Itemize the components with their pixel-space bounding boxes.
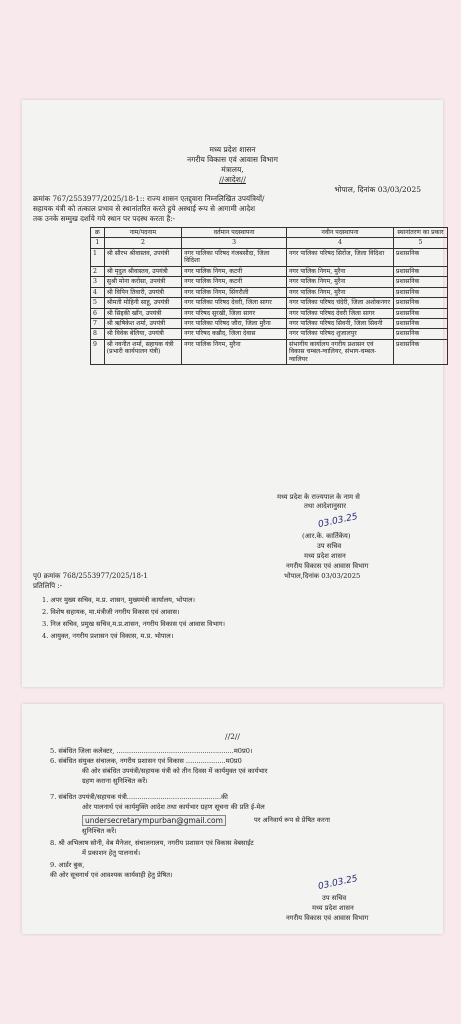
- cell-type: प्रशासनिक: [393, 298, 447, 308]
- copy-item-2: 2. विशेष सहायक, मा.मंत्रीजी नगरीय विकास एवं आवास।: [42, 608, 180, 616]
- col-number: 5: [393, 238, 447, 248]
- item-7-line-3: पर अनिवार्य रूप से प्रेषित करना: [254, 816, 331, 824]
- cell-no: 9: [91, 339, 105, 364]
- cell-name: श्री ऋषिकेश शर्मा, उपयंत्री: [104, 318, 181, 328]
- cell-name: श्री विपिन तिवारी, उपयंत्री: [104, 287, 181, 297]
- copy-to-label: प्रतिलिपि :-: [33, 582, 63, 590]
- col-header-name: नाम/पदनाम: [104, 228, 181, 238]
- col-header-type: स्थानांतरण का प्रकार: [393, 228, 447, 238]
- order-body-line-3: तक उनके सम्मुख दर्शाये गये स्थान पर पदस्थ करता है:-: [33, 214, 176, 223]
- cell-no: 1: [91, 248, 105, 266]
- cell-type: प्रशासनिक: [393, 266, 447, 276]
- table-row: [91, 298, 448, 308]
- closing-line: की ओर सूचनार्थ एवं आवश्यक कार्यवाही हेतु प्रेषित।: [50, 871, 173, 879]
- officer-signature: 03.03.25: [317, 511, 359, 531]
- cell-name: श्री सौरभ श्रीवास्तव, उपयंत्री: [104, 248, 181, 266]
- cell-new: नगर पालिका परिषद देवरी जिला सागर: [286, 308, 393, 318]
- cell-no: 7: [91, 318, 105, 328]
- ministry-heading: मंत्रालय,: [221, 165, 244, 174]
- cell-new: नगर पालिका परिषद चंदेरी, जिला अशोकनगर: [286, 298, 393, 308]
- table-row: [91, 287, 448, 297]
- state-heading: मध्य प्रदेश शासन: [209, 145, 256, 154]
- cell-current: नगर पालिक निगम, मुरैना: [182, 339, 287, 364]
- cell-new: संभागीय कार्यालय नगरीय प्रशासन एवं विकास चम्बल-ग्वालियर, संभाग-चम्बल-ग्वालियर: [286, 339, 393, 364]
- order-page-1: [22, 100, 443, 687]
- cell-current: नगर पालिका परिषद जौरा, जिला मुरैना: [182, 318, 287, 328]
- cell-type: प्रशासनिक: [393, 308, 447, 318]
- cell-new: नगर पालिक निगम, मुरैना: [286, 287, 393, 297]
- item-7-line-1: 7. संबंधित उपयंत्री/सहायक यंत्री.............................................की: [50, 793, 228, 801]
- order-body-line-2: सहायक यंत्री को तत्काल प्रभाव से स्थानांतरित करते हुये अस्थाई रूप से आगामी आदेश: [33, 204, 256, 213]
- email-address: undersecretarympurban@gmail.com: [82, 815, 226, 826]
- item-7-line-4: सुनिश्चित करें।: [82, 827, 117, 835]
- item-9: 9. आर्डर बुक,: [50, 861, 85, 869]
- department-heading: नगरीय विकास एवं आवास विभाग: [187, 155, 278, 164]
- table-row: [91, 248, 448, 266]
- cell-new: नगर पालिका परिषद शुजालपुर: [286, 329, 393, 339]
- col-header-current: वर्तमान पदस्थापना: [182, 228, 287, 238]
- cell-no: 2: [91, 266, 105, 276]
- col-header-new: नवीन पदस्थापना: [286, 228, 393, 238]
- col-number: 2: [104, 238, 181, 248]
- officer-title: उप सचिव: [322, 894, 347, 902]
- cell-current: नगर परिषद सुरखी, जिला सागर: [182, 308, 287, 318]
- table-row: [91, 277, 448, 287]
- table-row: [91, 318, 448, 328]
- item-5: 5. संबंधित जिला कलेक्टर, ........................................................म0प्र0।: [50, 747, 253, 755]
- item-8-line-2: में प्रकाशन हेतु पालनार्थ।: [82, 849, 141, 857]
- order-date: भोपाल, दिनांक 03/03/2025: [334, 185, 421, 194]
- officer-state: मध्य प्रदेश शासन: [304, 552, 346, 560]
- officer-state: मध्य प्रदेश शासन: [312, 904, 354, 912]
- item-8-line-1: 8. श्री अभिलाष सोनी, वेब मैनेजर, संचालनालय, नगरीय प्रशासन एवं विकास वेबसाईट: [50, 839, 254, 847]
- officer-date: भोपाल,दिनांक 03/03/2025: [284, 572, 361, 580]
- col-number: 3: [182, 238, 287, 248]
- cell-name: सुश्री मोना करोसा, उपयंत्री: [104, 277, 181, 287]
- table-row: [91, 266, 448, 276]
- item-6-line-2: की ओर संबंधित उपयंत्री/सहायक यंत्री को तीन दिवस में कार्यमुक्त एवं कार्यभार: [82, 767, 268, 775]
- officer-signature: 03.03.25: [317, 873, 359, 893]
- officer-title: उप सचिव: [317, 542, 342, 550]
- table-row: [91, 308, 448, 318]
- copy-item-3: 3. निज सचिव, प्रमुख सचिव,म.प्र.शासन, नगरीय विकास एवं आवास विभाग।: [42, 620, 226, 628]
- cell-type: प्रशासनिक: [393, 339, 447, 364]
- officer-department: नगरीय विकास एवं आवास विभाग: [286, 562, 369, 570]
- cell-current: नगर पालिक निगम, कटनी: [182, 277, 287, 287]
- col-number: 1: [91, 238, 105, 248]
- cell-current: नगर पालिका परिषद गंजबसौदा, जिला विदिशा: [182, 248, 287, 266]
- cell-no: 3: [91, 277, 105, 287]
- item-6-line-3: ग्रहण कराना सुनिश्चित करें।: [82, 777, 148, 785]
- col-header-no: क्र: [91, 228, 105, 238]
- transfer-table: [90, 227, 448, 365]
- officer-department: नगरीय विकास एवं आवास विभाग: [286, 914, 369, 922]
- col-number: 4: [286, 238, 393, 248]
- cell-no: 6: [91, 308, 105, 318]
- cell-no: 4: [91, 287, 105, 297]
- governor-line-1: मध्य प्रदेश के राज्यपाल के नाम से: [277, 493, 360, 501]
- order-page-2: [22, 704, 443, 934]
- cell-name: श्री मृदुल श्रीवास्तव, उपयंत्री: [104, 266, 181, 276]
- item-6-line-1: 6. संबंधित संयुक्त संचालक, नगरीय प्रशासन एवं विकास ...................म0प्र0: [50, 757, 242, 765]
- cell-no: 8: [91, 329, 105, 339]
- cell-new: नगर पालिक निगम, मुरैना: [286, 277, 393, 287]
- cell-current: नगर परिषद कन्नौद, जिला देवास: [182, 329, 287, 339]
- copy-item-4: 4. आयुक्त, नगरीय प्रशासन एवं विकास, म.प्र. भोपाल।: [42, 632, 174, 640]
- copy-item-1: 1. अपर मुख्य सचिव, म.प्र. शासन, मुख्यमंत्री कार्यालय, भोपाल।: [42, 596, 195, 604]
- table-row: [91, 339, 448, 364]
- cell-type: प्रशासनिक: [393, 318, 447, 328]
- cell-name: श्री नवनीत शर्मा, सहायक यंत्री (प्रभारी कार्यपालन यंत्री): [104, 339, 181, 364]
- cell-new: नगर पालिका परिषद सिवनी, जिला सिवनी: [286, 318, 393, 328]
- table-row: [91, 329, 448, 339]
- cell-current: नगर पालिक निगम, सिंगरौली: [182, 287, 287, 297]
- cell-type: प्रशासनिक: [393, 277, 447, 287]
- cell-no: 5: [91, 298, 105, 308]
- cell-new: नगर पालिक निगम, मुरैना: [286, 266, 393, 276]
- cell-type: प्रशासनिक: [393, 248, 447, 266]
- cell-current: नगर पालिक निगम, कटनी: [182, 266, 287, 276]
- cell-name: श्री विवेक बेलिया, उपयंत्री: [104, 329, 181, 339]
- order-number-line: क्रमांक 767/2553977/2025/18-1:: राज्य शासन एतद्द्वारा निम्नलिखित उपयंत्रियों/: [33, 194, 265, 203]
- governor-line-2: तथा आदेशानुसार: [304, 502, 346, 510]
- cell-name: श्री सिद्दकी खाँन, उपयंत्री: [104, 308, 181, 318]
- cell-current: नगर पालिका परिषद देवरी, जिला सागर: [182, 298, 287, 308]
- page-number: //2//: [225, 732, 240, 741]
- cell-type: प्रशासनिक: [393, 329, 447, 339]
- item-7-line-2: ओर पालनार्थ एवं कार्यमुक्ति आदेश तथा कार्यभार ग्रहण सूचना की प्रति ई-मेल: [82, 803, 265, 811]
- cell-new: नगर पालिका परिषद सिरोंज, जिला विदिशा: [286, 248, 393, 266]
- cell-type: प्रशासनिक: [393, 287, 447, 297]
- order-heading: //आदेश//: [219, 175, 246, 184]
- officer-name: (आर.के. कार्तिकेय): [302, 532, 351, 540]
- cell-name: श्रीमती मोहिनी साहू, उपयंत्री: [104, 298, 181, 308]
- endorsement-number: पृ0 क्रमांक 768/2553977/2025/18-1: [33, 572, 148, 580]
